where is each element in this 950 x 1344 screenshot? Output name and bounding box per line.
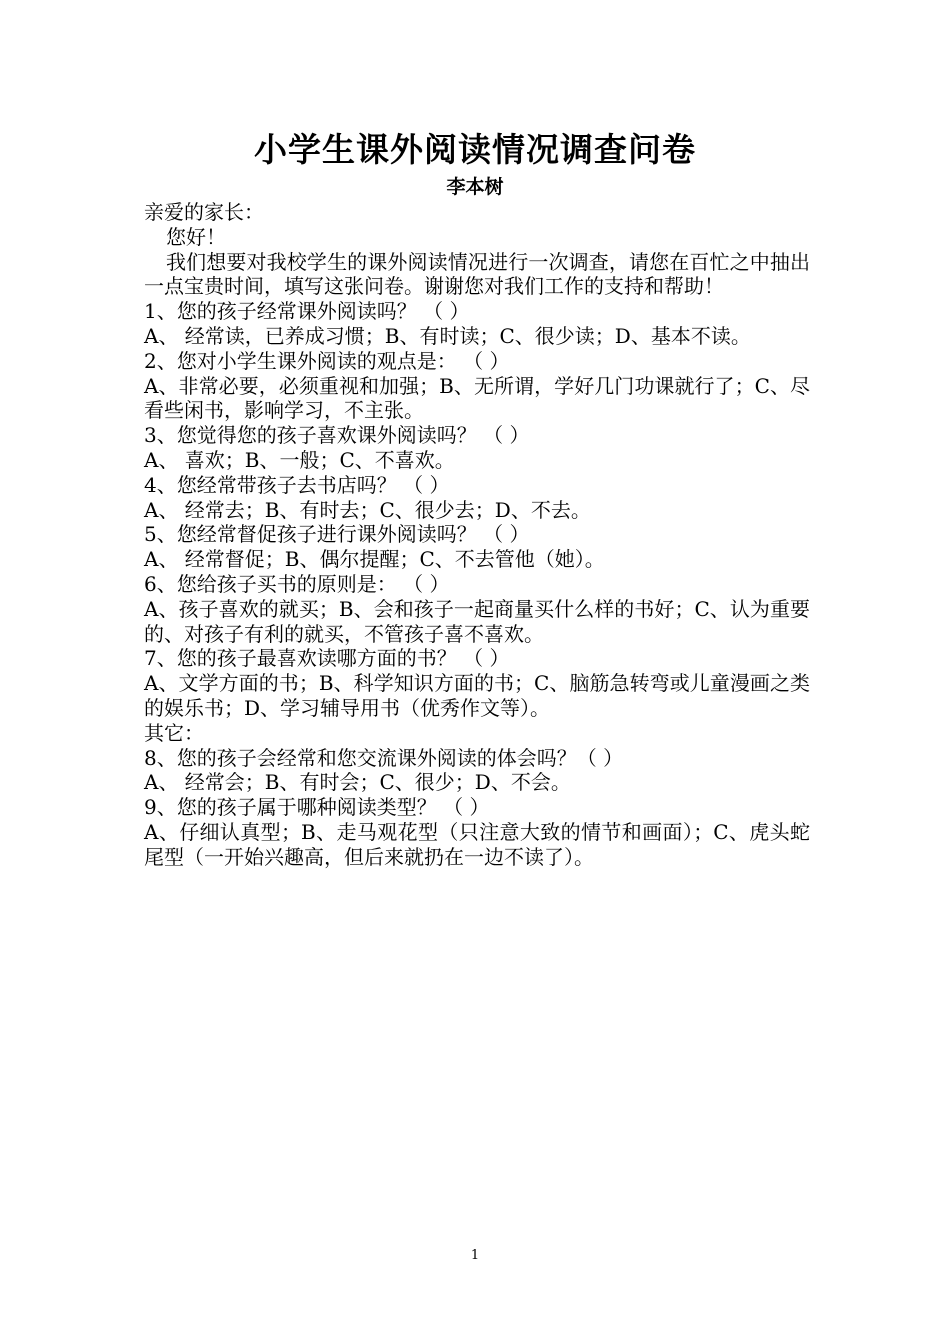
answer-options-3: A、 喜欢；B、一般；C、不喜欢。 (144, 447, 455, 472)
salutation: 亲爱的家长： (144, 200, 264, 224)
question-2: 2、您对小学生课外阅读的观点是： （ ） (144, 348, 510, 373)
answer-options-2: A、非常必要，必须重视和加强；B、无所谓，学好几门功课就行了；C、尽看些闲书，影响学习，不主张。 (144, 373, 810, 423)
question-4: 4、您经常带孩子去书店吗？ （ ） (144, 472, 450, 497)
document-body (144, 200, 810, 870)
question-6: 6、您给孩子买书的原则是： （ ） (144, 571, 450, 596)
page-number: 1 (470, 1248, 480, 1263)
question-3: 3、您觉得您的孩子喜欢课外阅读吗？ （ ） (144, 423, 530, 448)
answer-options-1: A、 经常读，已养成习惯；B、有时读；C、很少读；D、基本不读。 (144, 323, 751, 348)
answer-options-9: A、仔细认真型；B、走马观花型（只注意大致的情节和画面）；C、虎头蛇尾型（一开始兴趣高，但后来就扔在一边不读了）。 (144, 819, 810, 869)
intro-paragraph: 我们想要对我校学生的课外阅读情况进行一次调查，请您在百忙之中抽出一点宝贵时间，填写这张问卷。谢谢您对我们工作的支持和帮助！ (144, 249, 810, 299)
answer-options-7: A、文学方面的书；B、科学知识方面的书；C、脑筋急转弯或儿童漫画之类的娱乐书；D、学习辅导用书（优秀作文等）。 (144, 671, 810, 720)
answer-options-4: A、 经常去；B、有时去；C、很少去；D、不去。 (144, 497, 591, 522)
question-7: 7、您的孩子最喜欢读哪方面的书？ （ ） (144, 646, 510, 671)
question-8: 8、您的孩子会经常和您交流课外阅读的体会吗？（ ） (144, 745, 624, 770)
answer-options-6: A、孩子喜欢的就买；B、会和孩子一起商量买什么样的书好；C、认为重要的、对孩子有利的就买，不管孩子喜不喜欢。 (144, 596, 810, 646)
other-line: 其它： (144, 720, 204, 745)
greeting: 您好！ (166, 224, 226, 249)
document-title: 小学生课外阅读情况调查问卷 (254, 130, 696, 169)
author-name: 李本树 (446, 176, 504, 198)
answer-options-5: A、 经常督促；B、偶尔提醒；C、不去管他（她）。 (144, 547, 605, 572)
question-1: 1、您的孩子经常课外阅读吗？ （ ） (144, 299, 470, 324)
answer-options-8: A、 经常会；B、有时会；C、很少；D、不会。 (144, 770, 571, 795)
question-5: 5、您经常督促孩子进行课外阅读吗？ （ ） (144, 522, 530, 547)
question-9: 9、您的孩子属于哪种阅读类型？ （ ） (144, 795, 490, 820)
